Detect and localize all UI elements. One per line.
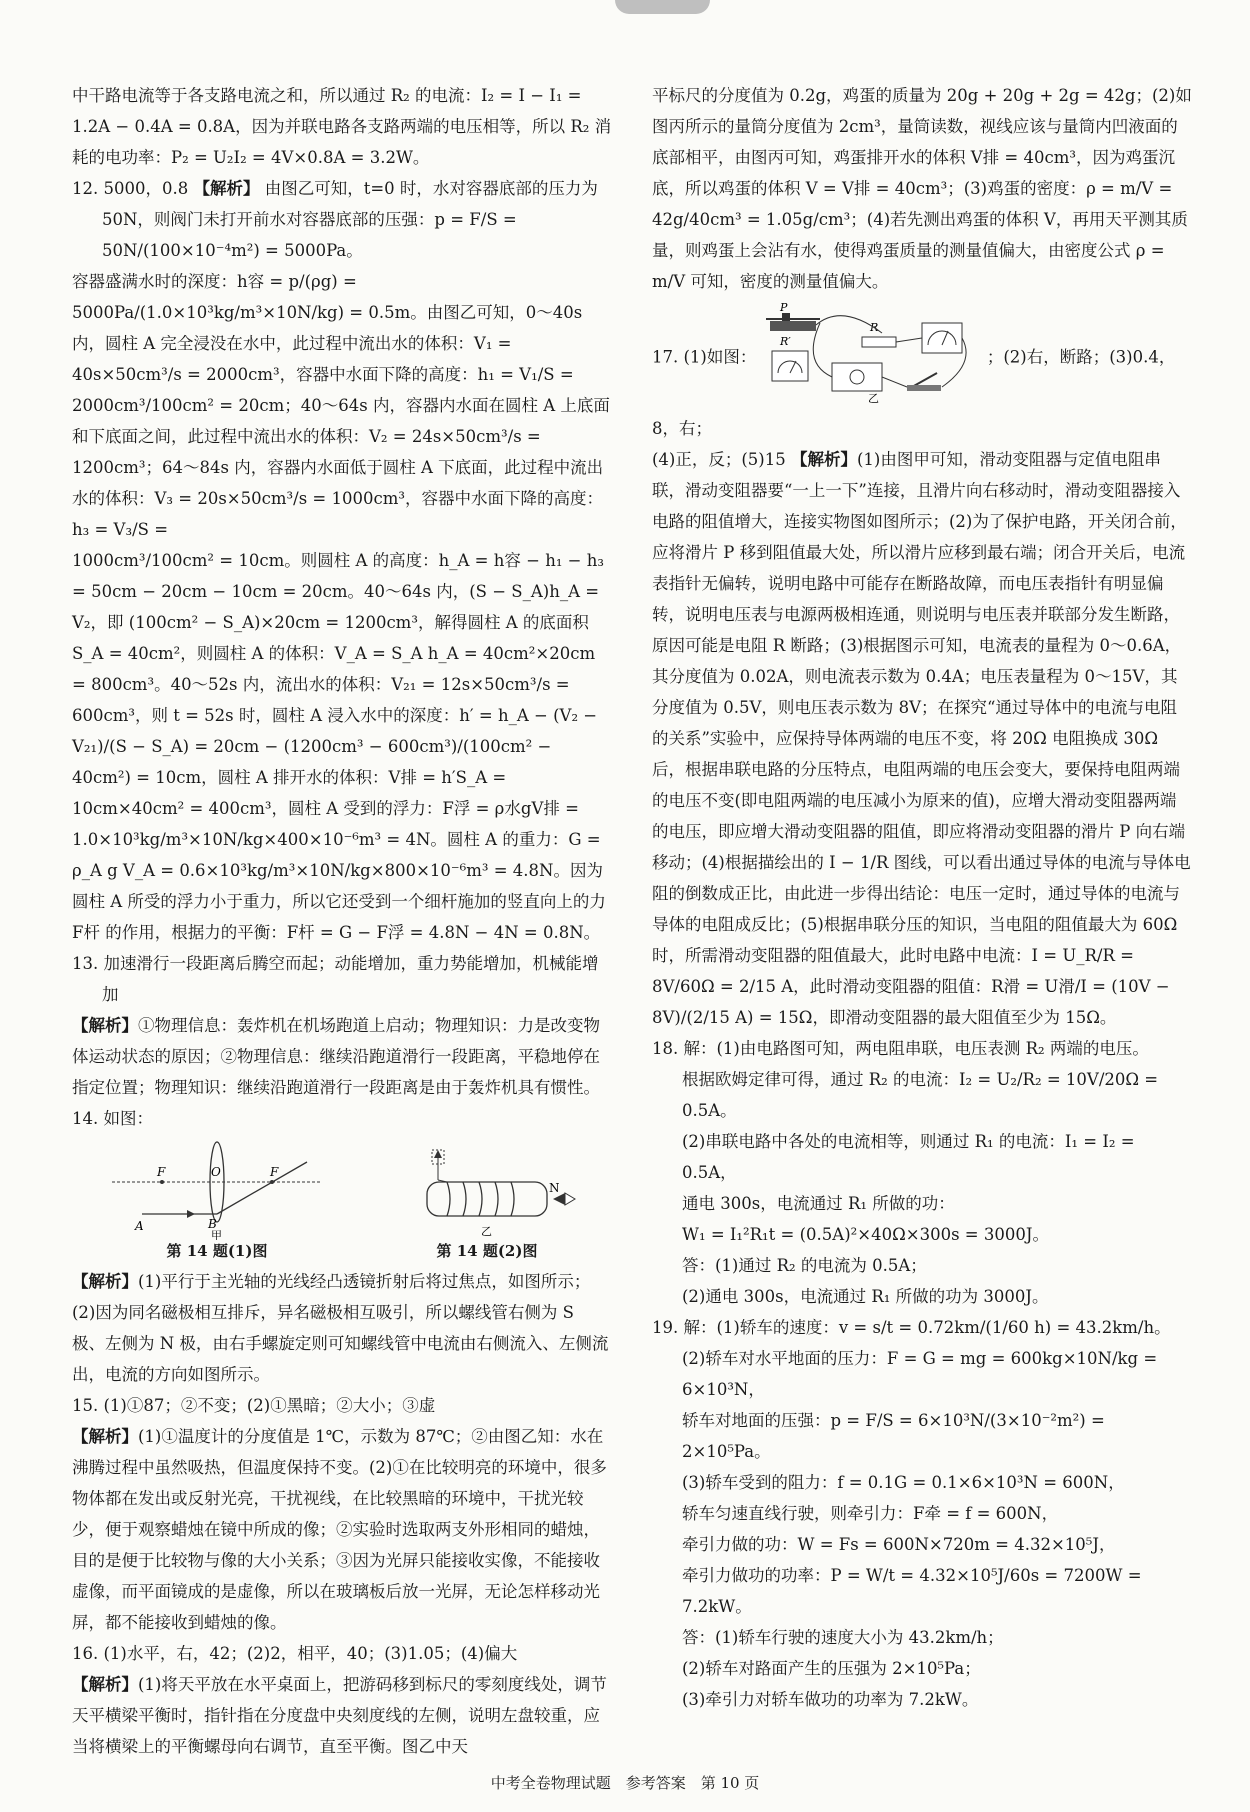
q13-head: 13. 加速滑行一段距离后腾空而起；动能增加，重力势能增加，机械能增加 (72, 954, 599, 1004)
circuit-diagram (762, 303, 982, 403)
q14-fig1-caption: 第 14 题(1)图 (166, 1242, 268, 1260)
q19-line4: (3)轿车受到的阻力：f = 0.1G = 0.1×6×10³N = 600N， (682, 1473, 1125, 1492)
q14-fig2-caption: 第 14 题(2)图 (436, 1242, 538, 1260)
q18-line3: (2)串联电路中各处的电流相等，则通过 R₁ 的电流：I₁ = I₂ = 0.5A， (682, 1132, 1135, 1182)
q18-line4: 通电 300s，电流通过 R₁ 所做的功： (682, 1194, 955, 1213)
q15-head: 15. (1)①87；②不变；(2)①黑暗；②大小；③虚 (72, 1396, 436, 1415)
q17-answer (652, 303, 1192, 444)
q18-line7: (2)通电 300s，电流通过 R₁ 所做的功为 3000J。 (682, 1287, 1049, 1306)
q12-analysis-tag: 【解析】 (193, 179, 260, 198)
q15-analysis-tag: 【解析】 (72, 1427, 138, 1446)
q14-analysis (72, 1266, 612, 1390)
q19-line9: (2)轿车对路面产生的压强为 2×10⁵Pa； (682, 1659, 981, 1678)
q12-text-c: 2000cm³/100cm² = 20cm；40～64s 内，容器内水面在圆柱 A 上底面和下底面之间，此过程中流出水的体积：V₂ = 24s×50cm³/s = 1200cm³；64～84s 内，容器内水面低于圆柱 A 下底面，此过程中流出水的体积：V₃ = 20s×50cm³/s = 1000cm³，容器中水面下降的高度：h₃ = V₃/S = (72, 396, 610, 539)
label-B: B (208, 1217, 217, 1231)
q19-line5: 轿车匀速直线行驶，则牵引力：F牵 = f = 600N， (682, 1504, 1059, 1523)
left-column (72, 80, 612, 1762)
label-R: R (869, 321, 878, 334)
q18-line6: 答：(1)通过 R₂ 的电流为 0.5A； (682, 1256, 927, 1275)
q13-analysis-tag: 【解析】 (72, 1016, 138, 1035)
q17-head: 17. (1)如图： (652, 347, 757, 367)
top-binding-tab (615, 0, 710, 14)
q17-head-end: ；(2)右，断路；(3)0.4，8，右； (652, 347, 1176, 438)
label-N: N (549, 1181, 560, 1195)
q11-continuation: 中干路电流等于各支路电流之和，所以通过 R₂ 的电流：I₂ = I − I₁ = 1.2A − 0.4A = 0.8A，因为并联电路各支路两端的电压相等，所以 R₂ 消耗的电功率：P₂ = U₂I₂ = 4V×0.8A = 3.2W。 (72, 86, 612, 167)
q19-line6: 牵引力做的功：W = Fs = 600N×720m = 4.32×10⁵J， (682, 1535, 1116, 1554)
q17-line2: (4)正，反；(5)15 (652, 450, 786, 469)
q15-body: (1)①温度计的分度值是 1℃，示数为 87℃；②由图乙知：水在沸腾过程中虽然吸热，但温度保持不变。(2)①在比较明亮的环境中，很多物体都在发出或反射光亮，干扰视线，在比较黑暗的环境中，干扰光较少，便于观察蜡烛在镜中所成的像；②实验时选取两支外形相同的蜡烛，目的是便于比较物与像的大小关系；③因为光屏只能接收实像，不能接收虚像，而平面镜成的是虚像，所以在玻璃板后放一光屏，无论怎样移动光屏，都不能接收到蜡烛的像。 (72, 1427, 607, 1632)
label-jia: 甲 (211, 1229, 222, 1240)
q13-analysis (72, 1010, 612, 1103)
q14-figures (72, 1140, 612, 1262)
label-A: A (135, 1219, 144, 1233)
q16-body: (1)将天平放在水平桌面上，把游码移到标尺的零刻度线处，调节天平横梁平衡时，指针指在分度盘中央刻度线的左侧，说明左盘较重，应当将横梁上的平衡螺母向右调节，直至平衡。图乙中天 (72, 1675, 607, 1756)
q19-line2: (2)轿车对水平地面的压力：F = G = mg = 600kg×10N/kg = 6×10³N， (682, 1349, 1158, 1399)
q19-line3: 轿车对地面的压强：p = F/S = 6×10³N/(3×10⁻²m²) = 2×10⁵Pa。 (682, 1411, 1105, 1461)
label-yi: 乙 (481, 1225, 492, 1238)
label-yi-17: 乙 (867, 392, 879, 403)
q12-text-a: 由图乙可知，t=0 时，水对容器底部的压力为 50N，则阀门未打开前水对容器底部的压强：p = F/S = 50N/(100×10⁻⁴m²) = 5000Pa。 (102, 179, 598, 260)
label-F-left: F (157, 1165, 166, 1179)
q18-head: 18. 解：(1)由电路图可知，两电阻串联，电压表测 R₂ 两端的电压。 (652, 1039, 1149, 1058)
label-O: O (211, 1165, 221, 1179)
q17-body: (1)由图甲可知，滑动变阻器与定值电阻串联，滑动变阻器要“一上一下”连接，且滑片向右移动时，滑动变阻器接入电路的阻值增大，连接实物图如图所示；(2)为了保护电路，开关闭合前，应将滑片 P 移到阻值最大处，所以滑片应移到最右端；闭合开关后，电流表指针无偏转，说明电路中可能存在断路故障，而电压表指针有明显偏转，说明电压表与电源两极相连通，则说明与电压表并联部分发生断路，原因可能是电阻 R 断路；(3)根据图示可知，电流表的量程为 0～0.6A，其分度值为 0.02A，则电流表示数为 0.4A；电压表量程为 0～15V，其分度值为 0.5V，则电压表示数为 8V；在探究“通过导体中的电流与电阻的关系”实验中，应保持导体两端的电压不变，将 20Ω 电阻换成 30Ω 后，根据串联电路的分压特点，电阻两端的电压会变大，要保持电阻两端的电压不变(即电阻两端的电压减小为原来的值)，应增大滑动变阻器两端的电压，即应增大滑动变阻器的阻值，即应将滑动变阻器的滑片 P 向右端移动；(4)根据描绘出的 I − 1/R 图线，可以看出通过导体的电流与导体电阻的倒数成正比，由此进一步得出结论：电压一定时，通过导体的电流与导体的电阻成反比；(5)根据串联分压的知识，当电阻的阻值最大为 60Ω 时，所需滑动变阻器的阻值最大，此时电路中电流：I = U_R/R = 8V/60Ω = 2/15 A，此时滑动变阻器的阻值：R滑 = U滑/I = (10V − 8V)/(2/15 A) = 15Ω，即滑动变阻器的最大阻值至少为 15Ω。 (652, 450, 1191, 1027)
q12-head: 12. 5000，0.8 (72, 179, 189, 198)
q14-fig1 (107, 1140, 327, 1262)
label-P: P (779, 303, 788, 314)
q13-answer (72, 948, 612, 1010)
q16-continuation: 平标尺的分度值为 0.2g，鸡蛋的质量为 20g + 20g + 2g = 42g；(2)如图丙所示的量筒分度值为 2cm³，量筒读数，视线应该与量筒内凹液面的底部相平，由图丙可知，鸡蛋排开水的体积 V排 = 40cm³，因为鸡蛋沉底，所以鸡蛋的体积 V = V排 = 40cm³；(3)鸡蛋的密度：ρ = m/V = (652, 86, 1192, 198)
q14-body: (1)平行于主光轴的光线经凸透镜折射后将过焦点，如图所示；(2)因为同名磁极相互排斥，异名磁极相互吸引，所以螺线管右侧为 S 极、左侧为 N 极，由右手螺旋定则可知螺线管中电流由右侧流入、左侧流出，电流的方向如图所示。 (72, 1272, 609, 1384)
right-column (652, 80, 1192, 1715)
q14-answer (72, 1103, 612, 1134)
q15-answer (72, 1390, 612, 1421)
q16-analysis-tag: 【解析】 (72, 1675, 138, 1694)
q18-line5: W₁ = I₁²R₁t = (0.5A)²×40Ω×300s = 3000J。 (682, 1225, 1049, 1244)
solenoid-diagram (397, 1140, 577, 1240)
q14-head: 14. 如图： (72, 1109, 153, 1128)
label-Rprime: R′ (779, 335, 791, 348)
q17-analysis-tag: 【解析】 (791, 450, 857, 469)
q17-analysis (652, 444, 1192, 1033)
q12-text-b: 容器盛满水时的深度：h容 = p/(ρg) = 5000Pa/(1.0×10³kg/m³×10N/kg) = 0.5m。由图乙可知，0～40s 内，圆柱 A 完全浸没在水中，此过程中流出水的体积：V₁ = 40s×50cm³/s = 2000cm³，容器中水面下降的高度：h₁ = V₁/S = (72, 272, 583, 384)
q19-line10: (3)牵引力对轿车做功的功率为 7.2kW。 (682, 1690, 979, 1709)
q19-line8: 答：(1)轿车行驶的速度大小为 43.2km/h； (682, 1628, 1004, 1647)
q16-head: 16. (1)水平，右，42；(2)2，相平，40；(3)1.05；(4)偏大 (72, 1644, 518, 1663)
q19-head: 19. 解：(1)轿车的速度：v = s/t = 0.72km/(1/60 h) = 43.2km/h。 (652, 1318, 1171, 1337)
q13-body: ①物理信息：轰炸机在机场跑道上启动；物理知识：力是改变物体运动状态的原因；②物理信息：继续沿跑道滑行一段距离，平稳地停在指定位置；物理知识：继续沿跑道滑行一段距离是由于轰炸机具有惯性。 (72, 1016, 600, 1097)
q12-text-d: 1000cm³/100cm² = 10cm。则圆柱 A 的高度：h_A = h容 − h₁ − h₃ = 50cm − 20cm − 10cm = 20cm。40～64s 内，(S − S_A)h_A = V₂，即 (100cm² − S_A)×20cm = 1200cm³，解得圆柱 A 的底面积 S_A = 40cm²，则圆柱 A 的体积：V_A = S_A h_A = 40cm²×20cm = 800cm³。40～52s 内，流出水的体积：V₂₁ = 12s×50cm³/s = 600cm³，则 t = 52s 时，圆柱 A 浸入水中的深度：h′ = h_A − (V₂ − V₂₁)/(S − S_A) = 20cm − (1200cm³ − 600cm³)/(100cm² − 40cm²) = 10cm，圆柱 A 排开水的体积：V排 = h′S_A = 10cm×40cm² = 400cm³，圆柱 A 受到的浮力：F浮 = ρ水gV排 = 1.0×10³kg/m³×10N/kg×400×10⁻⁶m³ = 4N。圆柱 A 的重力：G = ρ_A g V_A = 0.6×10³kg/m³×10N/kg×800×10⁻⁶m³ = 4.8N。因为圆柱 A 所受的浮力小于重力，所以它还受到一个细杆施加的竖直向上的力 F杆 的作用，根据力的平衡：F杆 = G − F浮 = 4.8N − 4N = 0.8N。 (72, 551, 606, 942)
q14-analysis-tag: 【解析】 (72, 1272, 138, 1291)
lens-ray-diagram (107, 1140, 327, 1240)
label-F-right: F (270, 1165, 279, 1179)
q19-line7: 牵引力做功的功率：P = W/t = 4.32×10⁵J/60s = 7200W = 7.2kW。 (682, 1566, 1142, 1616)
page-footer: 中考全卷物理试题 参考答案 第 10 页 (490, 1774, 760, 1792)
q16-continuation-2: 42g/40cm³ = 1.05g/cm³；(4)若先测出鸡蛋的体积 V，再用天平测其质量，则鸡蛋上会沾有水，使得鸡蛋质量的测量值偏大，由密度公式 ρ = m/V 可知，密度的测量值偏大。 (652, 210, 1188, 291)
q16-answer (72, 1638, 612, 1669)
q18-line2: 根据欧姆定律可得，通过 R₂ 的电流：I₂ = U₂/R₂ = 10V/20Ω = 0.5A。 (682, 1070, 1159, 1120)
q12-answer (72, 173, 612, 266)
q16-analysis (72, 1669, 612, 1762)
q14-fig2 (397, 1140, 577, 1262)
q15-analysis (72, 1421, 612, 1638)
q17-circuit-figure (762, 303, 982, 413)
